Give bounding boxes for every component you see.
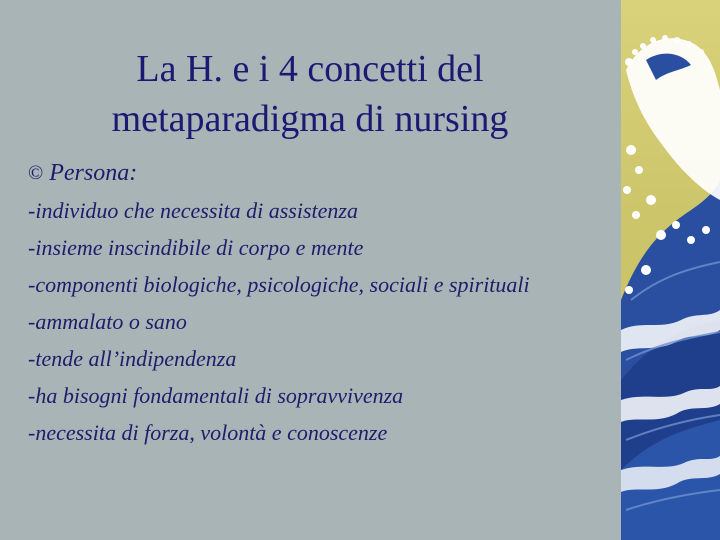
definition-list	[28, 196, 608, 455]
list-item: -ammalato o sano	[28, 309, 187, 334]
great-wave-illustration	[621, 0, 720, 540]
bullet-heading	[28, 160, 137, 187]
caret-bullet-icon: ©	[28, 162, 44, 184]
wave-decoration	[621, 0, 720, 540]
slide-title	[30, 44, 590, 144]
list-item: -ha bisogni fondamentali di sopravvivenza	[28, 383, 404, 408]
title-line-2: metaparadigma di nursing	[111, 98, 509, 140]
bullet-label: Persona:	[49, 160, 138, 186]
list-item: -individuo che necessita di assistenza	[28, 198, 358, 223]
list-item: -insieme inscindibile di corpo e mente	[28, 235, 364, 260]
list-item: -tende all’indipendenza	[28, 346, 237, 371]
title-line-1: La H. e i 4 concetti del	[136, 48, 484, 90]
list-item: -necessita di forza, volontà e conoscenze	[28, 420, 388, 445]
list-item: -componenti biologiche, psicologiche, sociali e spirituali	[28, 272, 530, 297]
